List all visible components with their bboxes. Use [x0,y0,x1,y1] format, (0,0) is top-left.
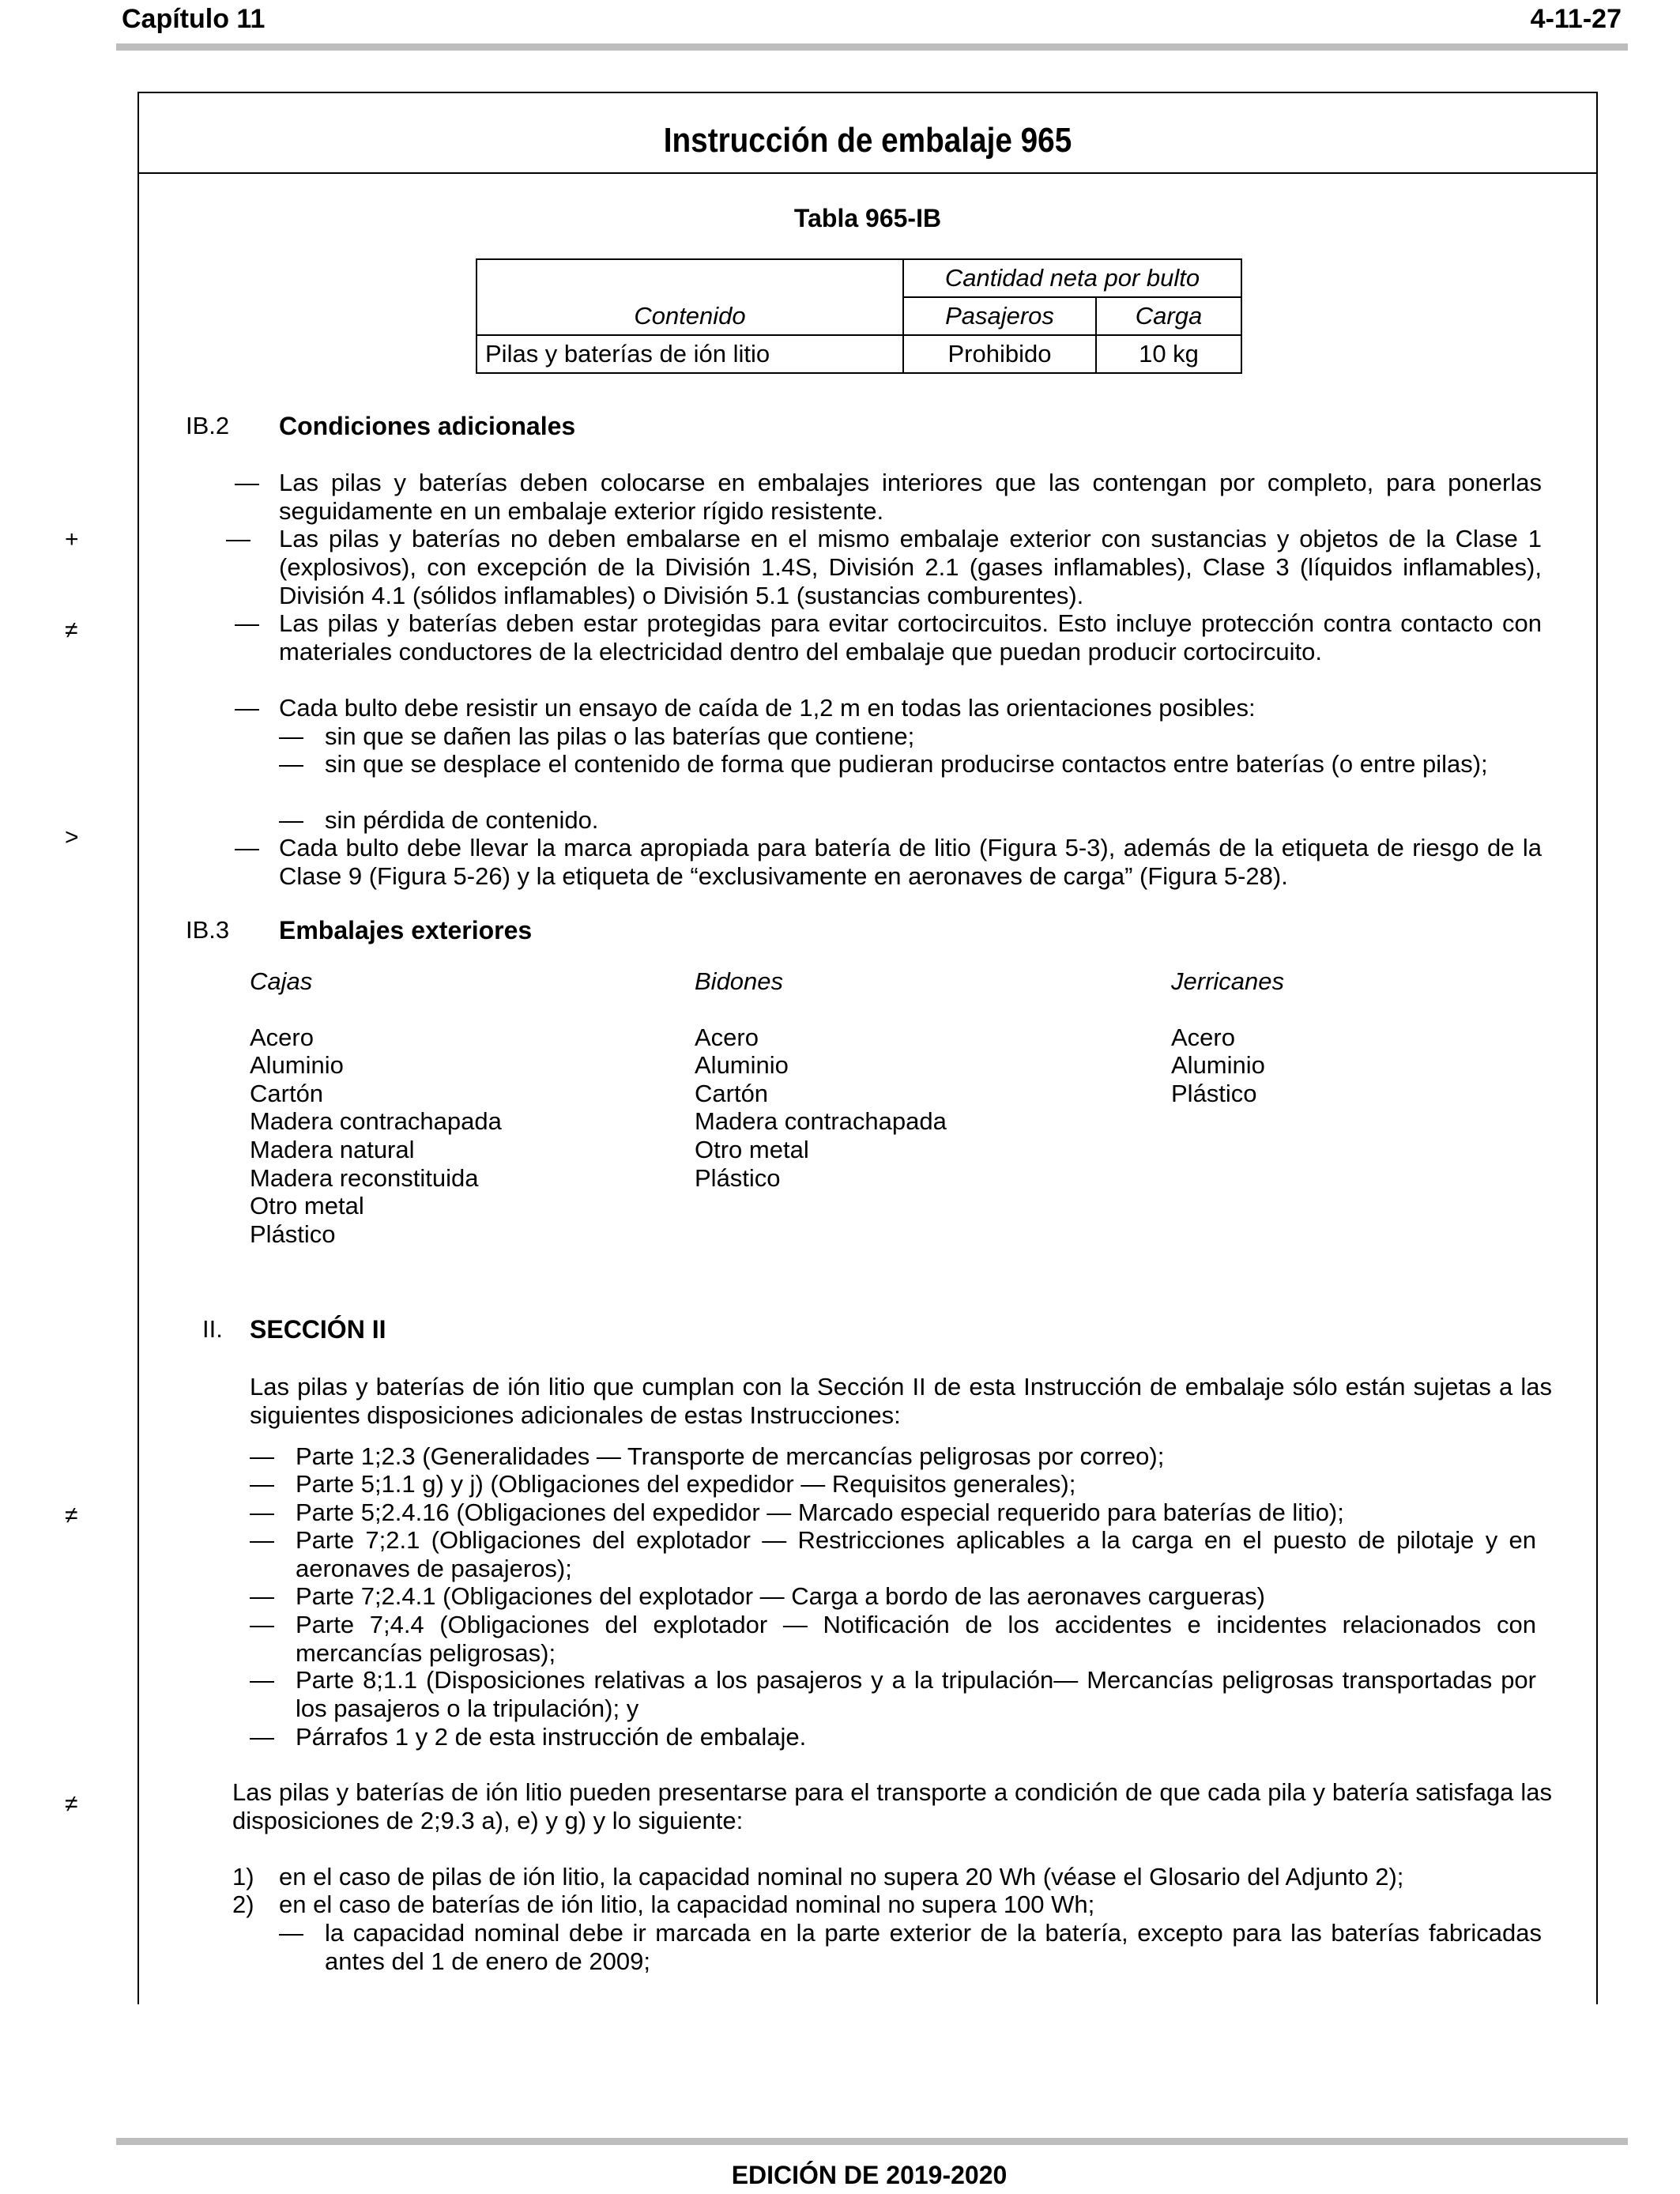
list-item: Parte 7;2.1 (Obligaciones del explotador — Restricciones aplicables a la carga en el puesto de pilotaje y en aeronaves de pasajeros); [296,1526,1536,1582]
sub-list-item: la capacidad nominal debe ir marcada en la parte exterior de la batería, excepto para las baterías fabricadas antes del 1 de enero de 2009; [325,1919,1542,1975]
list-item: Párrafos 1 y 2 de esta instrucción de embalaje. [296,1723,807,1751]
numbered-label: 1) [232,1863,254,1891]
margin-mark: + [65,526,79,552]
dash-bullet: — [235,469,259,496]
list-item: Acero [695,1023,759,1051]
table-cell-carga: 10 kg [1096,335,1241,373]
column-title: Cajas [250,967,313,995]
list-item: Otro metal [250,1192,364,1220]
section-paragraph: Las pilas y baterías de ión litio pueden presentarse para el transporte a condición de que cada pila y batería satisfaga las disposiciones de 2;9.3 a), e) y g) y lo siguiente: [232,1778,1552,1834]
sub-list-item: sin que se desplace el contenido de forma que pudieran producirse contactos entre baterías (o entre pilas); [325,750,1488,778]
margin-mark: ≠ [65,617,78,643]
header-rule [116,43,1628,51]
list-item: Las pilas y baterías deben estar protegidas para evitar cortocircuitos. Esto incluye protección contra contacto con materiales conductores de la electricidad dentro del embalaje que puedan producir cortocircuito. [279,609,1542,665]
margin-mark: ≠ [65,1791,78,1817]
packaging-column-cajas [250,967,502,1248]
list-item: Aluminio [695,1051,789,1080]
dash-bullet: — [250,1723,274,1751]
footer-rule [116,2138,1628,2145]
list-item: Cada bulto debe llevar la marca apropiada para batería de litio (Figura 5-3), además de la etiqueta de riesgo de la Clase 9 (Figura 5-26) y la etiqueta de “exclusivamente en aeronaves de carga” (Figura 5-28). [279,834,1542,890]
list-item: Madera reconstituida [250,1163,479,1192]
packaging-column-jerricanes [1171,967,1284,1107]
page-number: 4-11-27 [1530,4,1622,34]
section-intro: Las pilas y baterías de ión litio que cumplan con la Sección II de esta Instrucción de embalaje sólo están sujetas a las siguientes disposiciones adicionales de estas Instrucciones: [250,1373,1552,1429]
list-item: Cada bulto debe resistir un ensayo de caída de 1,2 m en todas las orientaciones posibles: [279,694,1256,722]
list-item: Madera contrachapada [695,1107,947,1136]
list-item: Plástico [250,1220,336,1248]
list-item: Parte 1;2.3 (Generalidades — Transporte de mercancías peligrosas por correo); [296,1442,1165,1470]
numbered-item: en el caso de baterías de ión litio, la capacidad nominal no supera 100 Wh; [279,1891,1095,1918]
table-group-header: Cantidad neta por bulto [903,259,1241,297]
section-heading-ib2: Condiciones adicionales [279,412,576,440]
table-cell-empty [477,259,903,297]
column-title: Jerricanes [1171,967,1284,995]
margin-mark: > [65,824,79,850]
table-header-carga: Carga [1096,297,1241,335]
table-row [477,335,1241,373]
dash-bullet: — [226,525,250,552]
list-item: Parte 7;4.4 (Obligaciones del explotador — Notificación de los accidentes e incidentes relacionados con mercancías peligrosas); [296,1611,1536,1667]
edition-label: EDICIÓN DE 2019-2020 [731,2161,1008,2189]
section-number-ib2: IB.2 [186,412,230,439]
dash-bullet: — [279,750,303,778]
quantity-table [476,258,1242,374]
list-item: Cartón [695,1079,769,1107]
list-item: Acero [250,1023,314,1051]
column-title: Bidones [695,967,784,995]
list-item: Aluminio [250,1051,344,1080]
page-title: Instrucción de embalaje 965 [663,121,1072,160]
list-item: Acero [1171,1023,1235,1051]
list-item: Parte 7;2.4.1 (Obligaciones del explotador — Carga a bordo de las aeronaves cargueras) [296,1582,1265,1610]
dash-bullet: — [250,1470,274,1498]
chapter-label: Capítulo 11 [122,4,266,34]
dash-bullet: — [250,1442,274,1470]
table-cell-contenido: Pilas y baterías de ión litio [477,335,903,373]
list-item: Las pilas y baterías no deben embalarse en el mismo embalaje exterior con sustancias y objetos de la Clase 1 (explosivos), con excepción de la División 1.4S, División 2.1 (gases inflamables), Clase 3 (líquidos inflamables), División 4.1 (sólidos inflamables) o División 5.1 (sustancias comburentes). [279,525,1542,609]
dash-bullet: — [279,806,303,834]
dash-bullet: — [235,834,259,861]
dash-bullet: — [250,1526,274,1554]
dash-bullet: — [279,1919,303,1947]
list-item: Plástico [695,1163,781,1192]
dash-bullet: — [250,1498,274,1526]
list-item: Otro metal [695,1135,809,1163]
numbered-label: 2) [232,1891,254,1918]
dash-bullet: — [279,722,303,750]
sub-list-item: sin que se dañen las pilas o las baterías que contiene; [325,722,915,750]
table-cell-pasajeros: Prohibido [903,335,1096,373]
margin-mark: ≠ [65,1502,78,1529]
list-item: Plástico [1171,1079,1257,1107]
dash-bullet: — [235,694,259,722]
table-caption: Tabla 965-IB [793,204,942,232]
list-item: Parte 8;1.1 (Disposiciones relativas a los pasajeros y a la tripulación— Mercancías peligrosas transportadas por los pasajeros o la tripulación); y [296,1666,1536,1722]
list-item: Las pilas y baterías deben colocarse en embalajes interiores que las contengan por completo, para ponerlas seguidamente en un embalaje exterior rígido resistente. [279,469,1542,525]
table-header-contenido: Contenido [477,297,903,335]
list-item: Madera natural [250,1135,415,1163]
title-divider [137,172,1598,174]
dash-bullet: — [250,1582,274,1610]
table-header-pasajeros: Pasajeros [903,297,1096,335]
numbered-item: en el caso de pilas de ión litio, la capacidad nominal no supera 20 Wh (véase el Glosario del Adjunto 2); [279,1863,1404,1891]
section-number-ii: II. [202,1315,223,1343]
dash-bullet: — [235,609,259,637]
section-heading-ii: SECCIÓN II [250,1315,386,1344]
section-number-ib3: IB.3 [186,916,230,944]
packaging-column-bidones [695,967,947,1192]
list-item: Parte 5;2.4.16 (Obligaciones del expedidor — Marcado especial requerido para baterías de litio); [296,1498,1344,1526]
list-item: Aluminio [1171,1051,1265,1080]
sub-list-item: sin pérdida de contenido. [325,806,599,834]
dash-bullet: — [250,1611,274,1638]
list-item: Madera contrachapada [250,1107,502,1136]
list-item: Parte 5;1.1 g) y j) (Obligaciones del expedidor — Requisitos generales); [296,1470,1076,1498]
dash-bullet: — [250,1666,274,1694]
section-heading-ib3: Embalajes exteriores [279,916,533,944]
list-item: Cartón [250,1079,324,1107]
